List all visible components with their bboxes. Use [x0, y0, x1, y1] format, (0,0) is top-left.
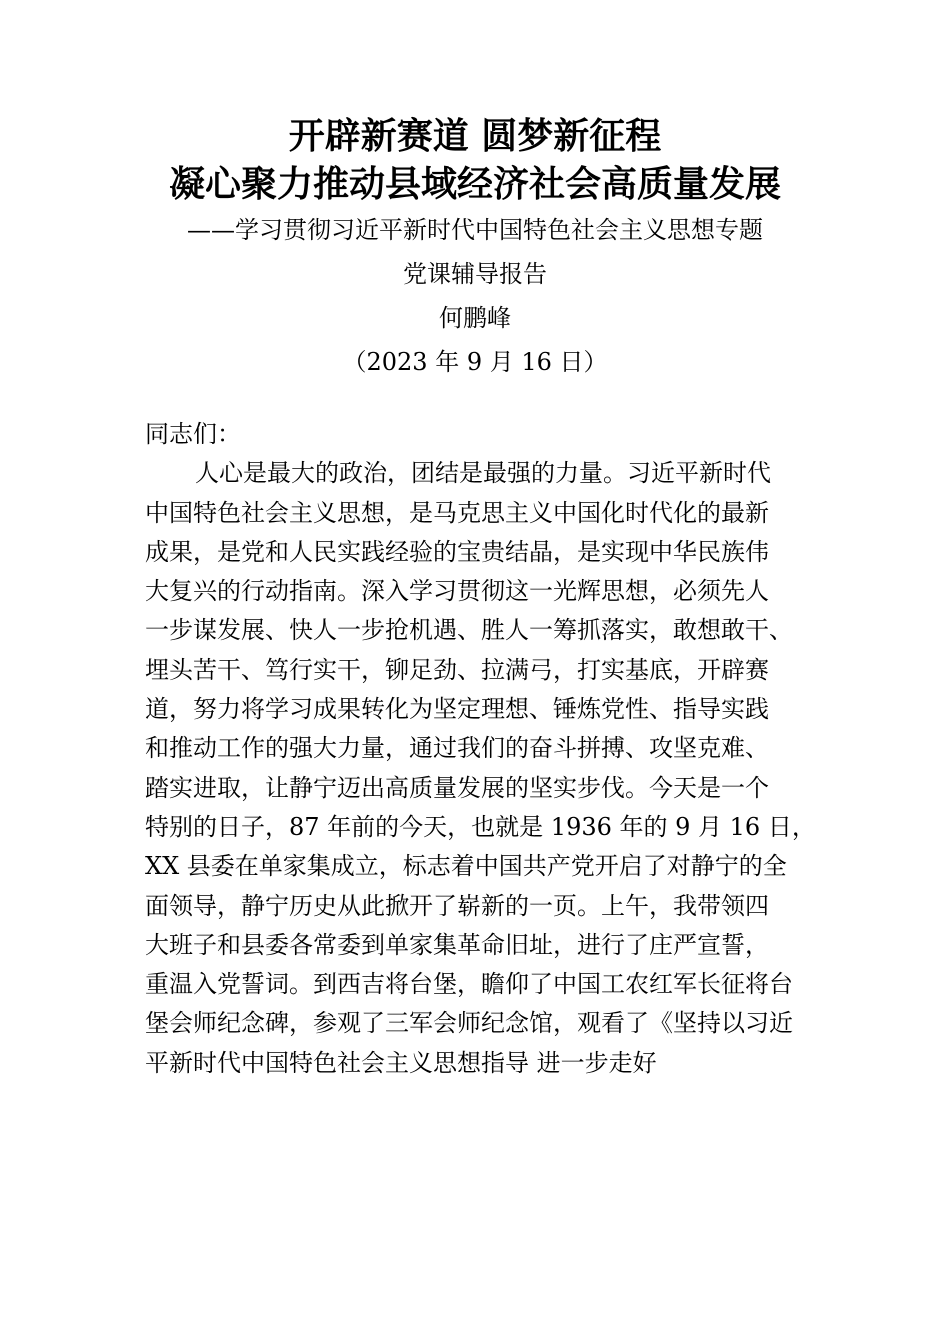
- main-title-line-1: 开辟新赛道 圆梦新征程: [288, 115, 662, 157]
- paragraph-line: 埋头苦干、笃行实干，铆足劲、拉满弓，打实基底，开辟赛: [145, 655, 769, 684]
- paragraph-line: 大复兴的行动指南。深入学习贯彻这一光辉思想，必须先人: [145, 577, 769, 606]
- subtitle-line-1: ——学习贯彻习近平新时代中国特色社会主义思想专题: [187, 216, 763, 244]
- paragraph-line: 踏实进取，让静宁迈出高质量发展的坚实步伐。今天是一个: [145, 773, 769, 802]
- paragraph-line: 一步谋发展、快人一步抢机遇、胜人一筹抓落实，敢想敢干、: [145, 616, 793, 645]
- subtitle-line-2: 党课辅导报告: [403, 260, 547, 288]
- paragraph-line: 平新时代中国特色社会主义思想指导 进一步走好: [145, 1048, 657, 1077]
- paragraph-line: 道，努力将学习成果转化为坚定理想、锤炼党性、指导实践: [145, 695, 769, 724]
- report-date: （2023 年 9 月 16 日）: [342, 348, 608, 376]
- body-text: [145, 415, 816, 1083]
- paragraph-line: 特别的日子，87 年前的今天，也就是 1936 年的 9 月 16 日，: [145, 812, 816, 841]
- title-block: [0, 112, 950, 384]
- author-name: 何鹏峰: [439, 304, 511, 332]
- paragraph-line: XX 县委在单家集成立，标志着中国共产党开启了对静宁的全: [145, 852, 787, 881]
- paragraph-line: 成果，是党和人民实践经验的宝贵结晶，是实现中华民族伟: [145, 537, 769, 566]
- main-title-line-2: 凝心聚力推动县域经济社会高质量发展: [168, 163, 781, 205]
- paragraph-line: 中国特色社会主义思想，是马克思主义中国化时代化的最新: [145, 498, 769, 527]
- paragraph-line: 堡会师纪念碑，参观了三军会师纪念馆，观看了《坚持以习近: [145, 1009, 793, 1038]
- paragraph-line: 大班子和县委各常委到单家集革命旧址，进行了庄严宣誓，: [145, 930, 769, 959]
- paragraph-line: 重温入党誓词。到西吉将台堡，瞻仰了中国工农红军长征将台: [145, 970, 793, 999]
- paragraph-line: 面领导，静宁历史从此掀开了崭新的一页。上午，我带领四: [145, 891, 769, 920]
- paragraph-line: 人心是最大的政治，团结是最强的力量。习近平新时代: [195, 459, 771, 488]
- salutation: 同志们：: [145, 420, 241, 448]
- paragraph-line: 和推动工作的强大力量，通过我们的奋斗拼搏、攻坚克难、: [145, 734, 769, 763]
